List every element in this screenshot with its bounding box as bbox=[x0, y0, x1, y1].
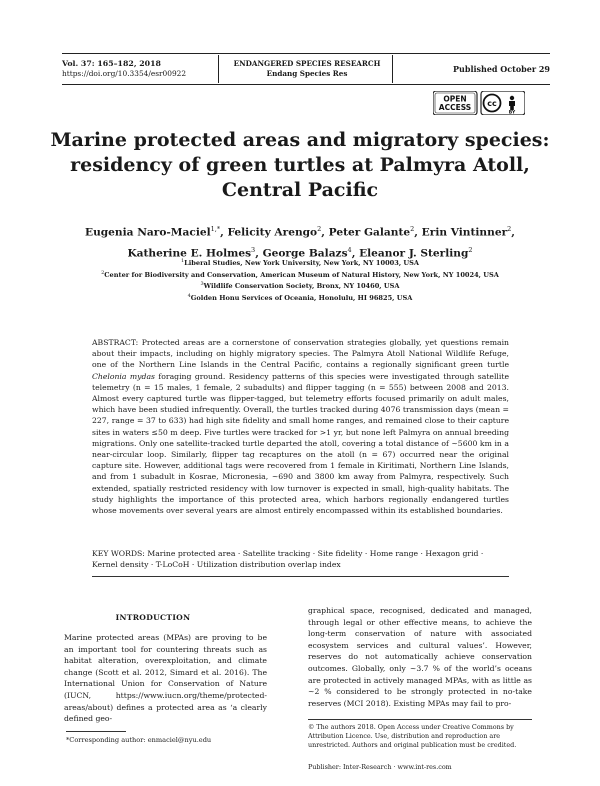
volume-line: Vol. 37: 165–182, 2018 bbox=[62, 59, 161, 68]
author-affil: 4 bbox=[347, 245, 352, 254]
publisher-line: Publisher: Inter-Research · www.int-res.com bbox=[308, 763, 452, 771]
corresponding-author-footnote: *Corresponding author: enmaciel@nyu.edu bbox=[66, 736, 212, 744]
author-name: Felicity Arengo bbox=[227, 226, 318, 239]
footnote-rule bbox=[66, 731, 126, 732]
author-name: Erin Vintinner bbox=[421, 226, 508, 239]
intro-left-column: Marine protected areas (MPAs) are proving to be an important tool for countering threats such as habitat alteration, overexploitation, and climate change (Scott et al. 2012, Simard et al. 2016). The International Union for Conservation of Nature (IUCN, https://www.iucn.org/theme/protected-areas/about) defines a protected area as ‘a clearly defined geo- bbox=[64, 633, 267, 724]
section-heading-introduction: INTRODUCTION bbox=[115, 613, 191, 622]
author-affil: 3 bbox=[251, 245, 256, 254]
author-affil: 2 bbox=[410, 225, 415, 233]
species-name: Chelonia mydas bbox=[92, 371, 155, 381]
doi-link[interactable]: https://doi.org/10.3354/esr00922 bbox=[62, 69, 187, 78]
keywords-text: Marine protected area · Satellite tracking · Site fidelity · Home range · Hexagon grid · Kernel density · T-LoCoH · Utilization distribution overlap index bbox=[92, 549, 484, 570]
header-bottom-rule bbox=[62, 84, 550, 85]
author-affil: 2 bbox=[468, 245, 473, 254]
cc-label: cc bbox=[487, 99, 497, 108]
author-name: Eugenia Naro-Maciel bbox=[85, 226, 211, 239]
affiliation-list bbox=[60, 257, 540, 304]
affiliation-item: $^1$Liberal Studies, New York University, New York, NY 10003, USA bbox=[180, 258, 420, 268]
author-affil: 1,* bbox=[210, 225, 221, 233]
keywords-rule bbox=[92, 576, 509, 577]
abstract-label: ABSTRACT: bbox=[92, 338, 139, 347]
published-date: Published October 29 bbox=[453, 64, 550, 74]
abstract-text-1: Protected areas are a cornerstone of conservation strategies globally, yet questions remain about their impacts, including on highly migratory species. The Palmyra Atoll National Wildlife Refuge, one of the Northern Line Islands in the Central Pacific, contains a regionally significant green turtle bbox=[92, 338, 509, 370]
header-citation bbox=[62, 59, 222, 79]
by-label: BY bbox=[508, 110, 516, 115]
affiliation-item: $^4$Golden Honu Services of Oceania, Honolulu, HI 96825, USA bbox=[187, 293, 413, 303]
header-journal bbox=[222, 59, 392, 79]
keywords-label: KEY WORDS: bbox=[92, 549, 145, 558]
author-name: Peter Galante bbox=[328, 226, 411, 239]
journal-name: ENDANGERED SPECIES RESEARCH bbox=[233, 59, 381, 68]
title-line-1: Marine protected areas and migratory species: bbox=[50, 129, 550, 151]
title-line-3: Central Pacific bbox=[221, 179, 379, 201]
header-top-rule bbox=[62, 53, 550, 54]
keywords bbox=[92, 548, 509, 570]
affiliation-item: $^2$Center for Biodiversity and Conservation, American Museum of Natural History, New York, NY 10024, USA bbox=[101, 269, 499, 279]
abstract bbox=[92, 337, 509, 516]
abstract-text-2: foraging ground. Residency patterns of this species were investigated through satellite telemetry (n = 15 males, 1 female, 2 subadults) and flipper tagging (n = 555) between 2008 and 2013. Almost every captured turtle was flipper-tagged, but telemetry efforts focused primarily on adult males, which have been studied infrequently. Overall, the turtles tracked during 4076 transmission days (mean = 227, range = 37 to 633) had high site fidelity and small home ranges, and remained close to their capture sites in waters ≤50 m deep. Five turtles were tracked for >1 yr, but none left Palmyra on annual breeding migrations. Only one satellite-tracked turtle departed the atoll, covering a total distance of ~5600 km in a near-circular loop. Similarly, flipper tag recaptures on the atoll (n = 67) occurred near the original capture site. However, additional tags were recovered from 1 female in Kiritimati, Northern Line Islands, and from 1 subadult in Kosrae, Micronesia, ~690 and 3800 km away from Palmyra, respectively. Such extended, spatially restricted residency with low turnover is expected in small, high-quality habitats. The study highlights the importance of this protected area, which harbors regionally endangered turtles whose movements over several years are almost entirely encompassed within its established boundaries. bbox=[92, 371, 509, 516]
copyright-rule bbox=[308, 719, 532, 720]
author-name: Katherine E. Holmes bbox=[127, 247, 252, 260]
open-access-top-label: OPEN bbox=[443, 94, 467, 104]
license-badges bbox=[433, 91, 525, 115]
affiliation-item: $^3$Wildlife Conservation Society, Bronx, NY 10460, USA bbox=[200, 281, 400, 291]
intro-right-column: graphical space, recognised, dedicated and managed, through legal or other effective means, to achieve the long-term conservation of nature with associated ecosystem services and cultural values’. However, reserves do not automatically achieve conservation outcomes. Globally, only ~3.7 % of the world’s oceans are protected in actively managed MPAs, with as little as ~2 % considered to be strongly protected in no-take reserves (MCI 2018). Existing MPAs may fail to pro- bbox=[308, 606, 532, 708]
author-affil: 2 bbox=[317, 225, 322, 233]
title-line-2: residency of green turtles at Palmyra Atoll, bbox=[70, 154, 530, 176]
author-name: Eleanor J. Sterling bbox=[359, 247, 469, 260]
paper-title bbox=[40, 128, 560, 203]
open-access-bottom-label: ACCESS bbox=[438, 103, 472, 112]
attribution-icon bbox=[510, 96, 514, 100]
author-name: George Balazs bbox=[262, 247, 348, 260]
journal-abbrev: Endang Species Res bbox=[266, 69, 348, 78]
author-affil: 2 bbox=[507, 225, 512, 233]
author-list: Eugenia Naro-Maciel$^{1,*}$, Felicity Arengo$^2$, Peter Galante$^2$, Erin Vintinner$^2$, Katherine E. Holmes$^3$, George Balazs$^4$, Eleanor J. Sterling$^2$ bbox=[85, 225, 515, 260]
copyright-notice: © The authors 2018. Open Access under Creative Commons by Attribution Licence. Use, distribution and reproduction are unrestricted. Authors and original publication must be credited. bbox=[308, 723, 517, 750]
header-separator-right bbox=[392, 55, 393, 83]
open-access-badge-icon bbox=[433, 91, 525, 115]
